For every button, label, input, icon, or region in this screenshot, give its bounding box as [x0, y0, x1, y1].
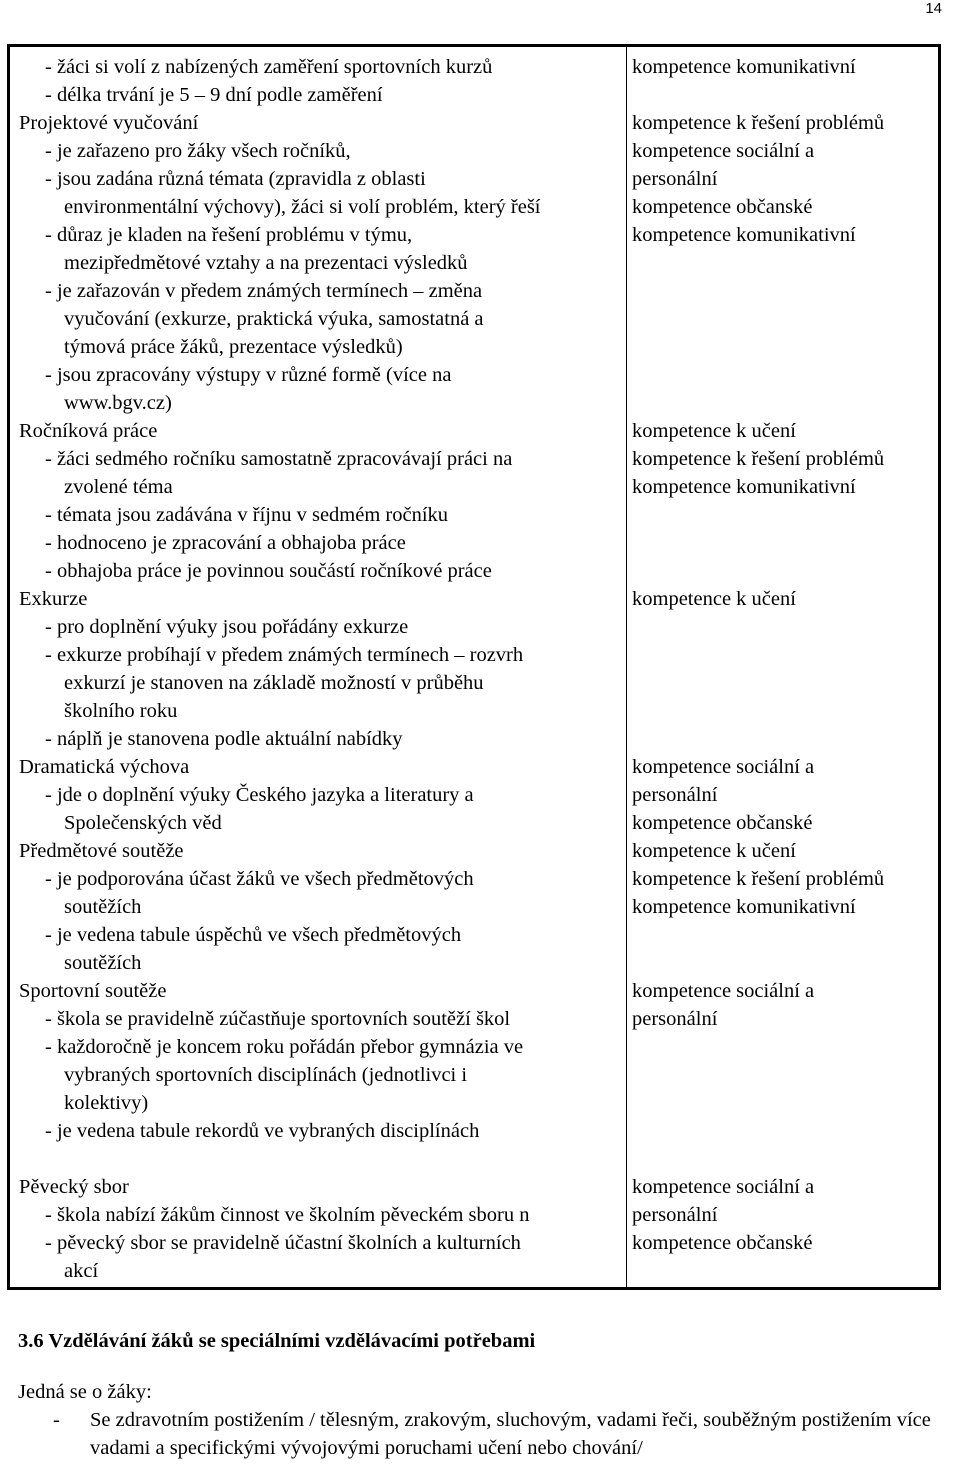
- bullet-item: [18, 1406, 948, 1462]
- competence-line: [632, 557, 938, 585]
- activity-line: akcí: [64, 1260, 99, 1282]
- competence-line: personální: [632, 784, 718, 806]
- competence-line: [632, 501, 938, 529]
- competence-line: kompetence sociální a: [632, 140, 815, 162]
- competence-line: kompetence komunikativní: [632, 224, 856, 246]
- competence-line: personální: [632, 1008, 718, 1030]
- activity-line: Společenských věd: [64, 812, 222, 834]
- competence-line: [632, 305, 938, 333]
- competence-line: [632, 277, 938, 305]
- activity-line: - důraz je kladen na řešení problému v týmu,: [45, 224, 413, 246]
- section-heading: 3.6 Vzdělávání žáků se speciálními vzdělávacími potřebami: [18, 1330, 536, 1352]
- activity-line: - je vedena tabule rekordů ve vybraných disciplínách: [45, 1120, 480, 1142]
- activity-line: - škola se pravidelně zúčastňuje sportovních soutěží škol: [45, 1008, 511, 1030]
- competence-line: kompetence komunikativní: [632, 56, 856, 78]
- activity-line: - pro doplnění výuky jsou pořádány exkurze: [45, 616, 409, 638]
- activity-heading: Dramatická výchova: [19, 756, 190, 778]
- competence-line: kompetence k řešení problémů: [632, 868, 885, 890]
- activity-line: - exkurze probíhají v předem známých termínech – rozvrh: [45, 644, 524, 666]
- competence-line: [632, 725, 938, 753]
- competence-line: kompetence občanské: [632, 1232, 813, 1254]
- competence-line: kompetence k učení: [632, 840, 796, 862]
- competence-line: personální: [632, 1204, 718, 1226]
- competence-line: kompetence k řešení problémů: [632, 448, 885, 470]
- activity-line: soutěžích: [64, 952, 142, 974]
- competence-line: [632, 1089, 938, 1117]
- column-divider: [626, 47, 627, 1287]
- activity-line: - témata jsou zadávána v říjnu v sedmém ročníku: [45, 504, 449, 526]
- activities-column: [19, 53, 619, 1285]
- activity-line: - pěvecký sbor se pravidelně účastní školních a kulturních: [45, 1232, 521, 1254]
- activity-line: - náplň je stanovena podle aktuální nabídky: [45, 728, 403, 750]
- competences-column: [632, 53, 938, 1257]
- activity-line: školního roku: [64, 700, 178, 722]
- activity-heading: Exkurze: [19, 588, 88, 610]
- activity-line: - žáci si volí z nabízených zaměření sportovních kurzů: [45, 56, 493, 78]
- activity-line: mezipředmětové vztahy a na prezentaci výsledků: [64, 252, 468, 274]
- activity-line: vyučování (exkurze, praktická výuka, samostatná a: [64, 308, 484, 330]
- competence-line: [632, 389, 938, 417]
- activity-line: týmová práce žáků, prezentace výsledků): [64, 336, 403, 358]
- competence-line: [632, 613, 938, 641]
- page-number: 14: [925, 0, 942, 17]
- activity-line: - hodnoceno je zpracování a obhajoba práce: [45, 532, 406, 554]
- competence-line: [632, 921, 938, 949]
- competence-line: kompetence občanské: [632, 196, 813, 218]
- activity-heading: Pěvecký sbor: [19, 1176, 129, 1198]
- activity-line: - je vedena tabule úspěchů ve všech předmětových: [45, 924, 462, 946]
- competence-line: kompetence sociální a: [632, 1176, 815, 1198]
- activity-line: - délka trvání je 5 – 9 dní podle zaměření: [45, 84, 383, 106]
- competence-line: [632, 529, 938, 557]
- activity-heading: Projektové vyučování: [19, 112, 199, 134]
- competence-line: [632, 641, 938, 669]
- activity-line: zvolené téma: [64, 476, 173, 498]
- competence-line: kompetence k řešení problémů: [632, 112, 885, 134]
- competence-line: kompetence občanské: [632, 812, 813, 834]
- activity-line: - obhajoba práce je povinnou součástí ročníkové práce: [45, 560, 492, 582]
- competence-line: [632, 1061, 938, 1089]
- competence-line: [632, 1145, 938, 1173]
- activity-line: exkurzí je stanoven na základě možností v průběhu: [64, 672, 484, 694]
- competence-line: [632, 669, 938, 697]
- competence-line: [632, 1033, 938, 1061]
- competence-line: kompetence sociální a: [632, 756, 815, 778]
- competence-line: [632, 333, 938, 361]
- activity-line: - každoročně je koncem roku pořádán přebor gymnázia ve: [45, 1036, 524, 1058]
- competence-line: [632, 249, 938, 277]
- activity-line: www.bgv.cz): [64, 392, 172, 414]
- activities-table: [7, 44, 941, 1290]
- activity-line: - škola nabízí žákům činnost ve školním pěveckém sboru n: [45, 1204, 530, 1226]
- activity-line: environmentální výchovy), žáci si volí problém, který řeší: [64, 196, 541, 218]
- competence-line: kompetence sociální a: [632, 980, 815, 1002]
- activity-line: kolektivy): [64, 1092, 149, 1114]
- competence-line: kompetence komunikativní: [632, 896, 856, 918]
- activity-line: - jsou zadána různá témata (zpravidla z oblasti: [45, 168, 426, 190]
- competence-line: [632, 949, 938, 977]
- competence-line: [632, 81, 938, 109]
- competence-line: personální: [632, 168, 718, 190]
- activity-line: - je zařazován v předem známých termínech – změna: [45, 280, 483, 302]
- activity-line: - žáci sedmého ročníku samostatně zpracovávají práci na: [45, 448, 513, 470]
- activity-heading: Předmětové soutěže: [19, 840, 184, 862]
- activity-line: - jde o doplnění výuky Českého jazyka a literatury a: [45, 784, 474, 806]
- bullet-text: Se zdravotním postižením / tělesným, zrakovým, sluchovým, vadami řeči, souběžným postižením více vadami a specifickými vývojovými poruchami učení nebo chování/: [90, 1409, 931, 1459]
- activity-line: - je podporována účast žáků ve všech předmětových: [45, 868, 474, 890]
- activity-heading: Ročníková práce: [19, 420, 158, 442]
- bullet-dash: -: [53, 1409, 60, 1431]
- competence-line: [632, 697, 938, 725]
- activity-line: - jsou zpracovány výstupy v různé formě (více na: [45, 364, 452, 386]
- competence-line: [632, 1117, 938, 1145]
- competence-line: [632, 361, 938, 389]
- activity-line: soutěžích: [64, 896, 142, 918]
- intro-text: Jedná se o žáky:: [18, 1381, 152, 1403]
- activity-line: vybraných sportovních disciplínách (jednotlivci i: [64, 1064, 468, 1086]
- activity-line: [19, 1145, 619, 1173]
- bullet-list: [18, 1406, 948, 1462]
- competence-line: kompetence komunikativní: [632, 476, 856, 498]
- activity-line: - je zařazeno pro žáky všech ročníků,: [45, 140, 351, 162]
- competence-line: kompetence k učení: [632, 420, 796, 442]
- competence-line: kompetence k učení: [632, 588, 796, 610]
- activity-heading: Sportovní soutěže: [19, 980, 167, 1002]
